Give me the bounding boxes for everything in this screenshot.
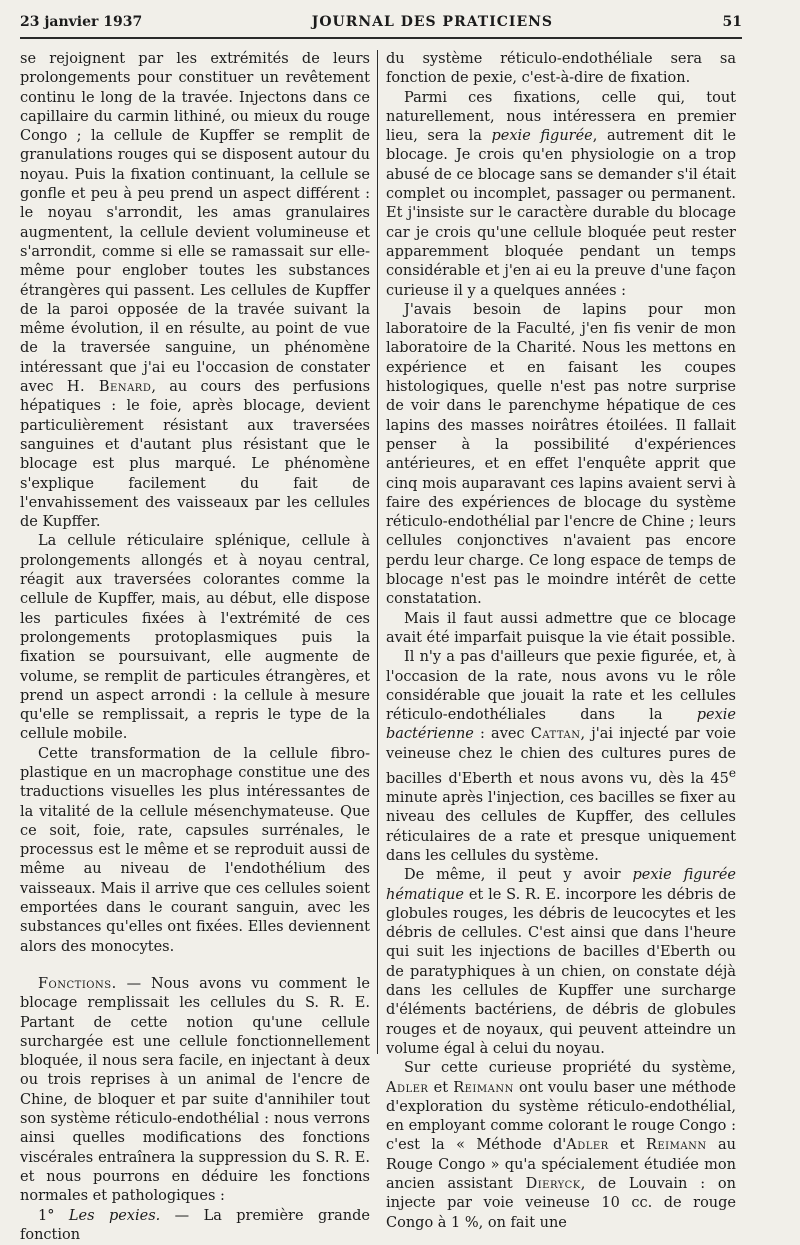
paragraph-kupffer: se rejoignent par les extrémités de leurs prolongements pour constituer un revêtement continu le long de la travée. Injectons dans ce capillaire du carmin lithiné, ou mieux du rouge Congo ; la cellule de Kupffer se remplit de granulations rouges qui se disposent autour du noyau. Puis la fixation continuant, la cellule se gonfle et peu à peu prend un aspect différent : le noyau s'arrondit, les amas granulaires augmentent, la cellule devient volumineuse et s'arrondit, comme si elle se ramassait sur elle-même pour englober toutes les substances étrangères qui passent. Les cellules de Kupffer de la paroi opposée de la travée suivant la même évolution, il en résulte, au point de vue de la traversée sanguine, un phénomène intéressant que j'ai eu l'occasion de constater avec H. Benard, au cours des perfusions hépatiques : le foie, après blocage, devient particulièrement résistant aux traversées sanguines et d'autant plus résistant que le blocage est plus marqué. Le phénomène s'explique facilement du fait de l'envahissement des vaisseaux par les cellules de Kupffer. <box>20 51 371 531</box>
section-gap <box>20 957 370 975</box>
paragraph-fonctions: Fonctions. — Nous avons vu comment le blocage remplissait les cellules du S. R. E. Partant de cette notion qu'une cellule surchargée est une cellule fonctionnellement bloquée, il nous sera facile, en injectant à deux ou trois reprises à un animal de l'encre de Chine, de bloquer et par suite d'annihiler tout son système réticulo-endothélial : nous verrons ainsi quelles modifications des fonctions viscérales entraînera la suppression du S. R. E. et nous pourrons en déduire les fonctions normales et pathologiques : <box>20 975 370 1205</box>
header-rule <box>20 37 742 39</box>
author-name: Adler <box>566 1137 609 1154</box>
header-journal-title: JOURNAL DES PRATICIENS <box>311 14 554 30</box>
subheading-pexies: Les pexies. <box>68 1207 161 1224</box>
paragraph-splenic-cell: La cellule réticulaire splénique, cellule à prolongements allongés et à noyau central, réagit aux traversées colorantes comme la cellule de Kupffer, mais, au début, elle dispose les particules fixées à l'extrémité de ces prolongements protoplasmiques puis la fixation se poursuivant, elle augmente de volume, se remplit de particules étrangères, et prend un aspect arrondi : la cellule à mesure qu'elle se remplissait, a repris le type de la cellule mobile. <box>20 533 370 743</box>
paragraph-pexies: 1° Les pexies. — La première grande fonction <box>20 1207 370 1243</box>
author-name: H. Benard <box>66 379 152 396</box>
header-page-number: 51 <box>722 14 742 30</box>
paragraph-blocage: Parmi ces fixations, celle qui, tout naturellement, nous intéressera en premier lieu, sera la pexie figurée, autrement dit le blocage. Je crois qu'en physiologie on a trop abusé de ce blocage sans se demander s'il était complet ou incomplet, passager ou permanent. Et j'insiste sur le caractère durable du blocage car je crois qu'une cellule bloquée peut rester apparemment bloquée pendant un temps considérable et j'en ai eu la preuve d'une façon curieuse il y a quelques années : <box>386 89 736 299</box>
paragraph-macrophage: Cette transformation de la cellule fibro-plastique en un macrophage constitue une des traductions visuelles les plus intéressantes de la vitalité de la cellule mésenchymateuse. Que ce soit, foie, rate, capsules surrénales, le processus est le même et se reproduit aussi de même au niveau de l'endothélium des vaisseaux. Mais il arrive que ces cellules soient emportées dans le courant sanguin, avec les substances qu'elles ont fixées. Elles deviennent alors des monocytes. <box>20 745 370 955</box>
column-divider <box>377 50 378 1054</box>
author-name: Adler <box>386 1079 429 1096</box>
paragraph-imparfait: Mais il faut aussi admettre que ce blocage avait été imparfait puisque la vie était possible. <box>386 610 736 646</box>
paragraph-pexie-hematique: De même, il peut y avoir pexie figurée hématique et le S. R. E. incorpore les débris de globules rouges, les débris de leucocytes et les débris de cellules. C'est ainsi que dans l'heure qui suit les injections de bacilles d'Eberth ou de paratyphiques à un chien, on constate déjà dans les cellules de Kupffer une surcharge d'éléments bactériens, de débris de globules rouges et de noyaux, qui peuvent atteindre un volume égal à celui du noyau. <box>386 867 736 1057</box>
section-heading-fonctions: Fonctions. <box>38 975 117 992</box>
left-column <box>20 50 370 1245</box>
paragraph-methode-adler: Sur cette curieuse propriété du système, Adler et Reimann ont voulu baser une méthode d'exploration du système réticulo-endothélial, en employant comme colorant le rouge Congo : c'est la « Méthode d'Adler et Reimann au Rouge Congo » qu'a spécialement étudiée mon ancien assistant Dieryck, de Louvain : on injecte par voie veineuse 10 cc. de rouge Congo à 1 %, on fait une <box>386 1060 737 1231</box>
author-name: Dieryck <box>525 1176 581 1193</box>
header-date: 23 janvier 1937 <box>20 14 143 30</box>
paragraph-pexie-bacterienne: Il n'y a pas d'ailleurs que pexie figurée, et, à l'occasion de la rate, nous avons vu le rôle considérable que jouait la rate et les cellules réticulo-endothéliales dans la pexie bactérienne : avec Cattan, j'ai injecté par voie veineuse chez le chien des cultures pures de bacilles d'Eberth et nous avons vu, dès la 45e minute après l'injection, ces bacilles se fixer au niveau des cellules de Kupffer, des cellules réticulaires de a rate et presque uniquement dans les cellules du système. <box>386 649 736 864</box>
author-name: Reimann <box>645 1137 707 1154</box>
paragraph-pexie-function: du système réticulo-endothéliale sera sa fonction de pexie, c'est-à-dire de fixation. <box>386 51 736 87</box>
running-header <box>20 14 742 36</box>
author-name: Reimann <box>453 1079 514 1096</box>
paragraph-lapins: J'avais besoin de lapins pour mon laboratoire de la Faculté, j'en fis venir de mon laboratoire de la Charité. Nous les mettons en expérience et en faisant les coupes histologiques, quelle n'est pas notre surprise de voir dans le parenchyme hépatique de ces lapins des masses noirâtres étoilées. Il fallait penser à la possibilité d'expériences antérieures, et en effet l'enquête apprit que cinq mois auparavant ces lapins avaient servi à faire des expériences de blocage du système réticulo-endothélial par l'encre de Chine ; leurs cellules conjonctives n'avaient pas encore perdu leur charge. Ce long espace de temps de blocage n'est pas le moindre intérêt de cette constatation. <box>386 301 736 608</box>
right-column <box>386 50 736 1233</box>
author-name: Cattan <box>530 726 581 743</box>
